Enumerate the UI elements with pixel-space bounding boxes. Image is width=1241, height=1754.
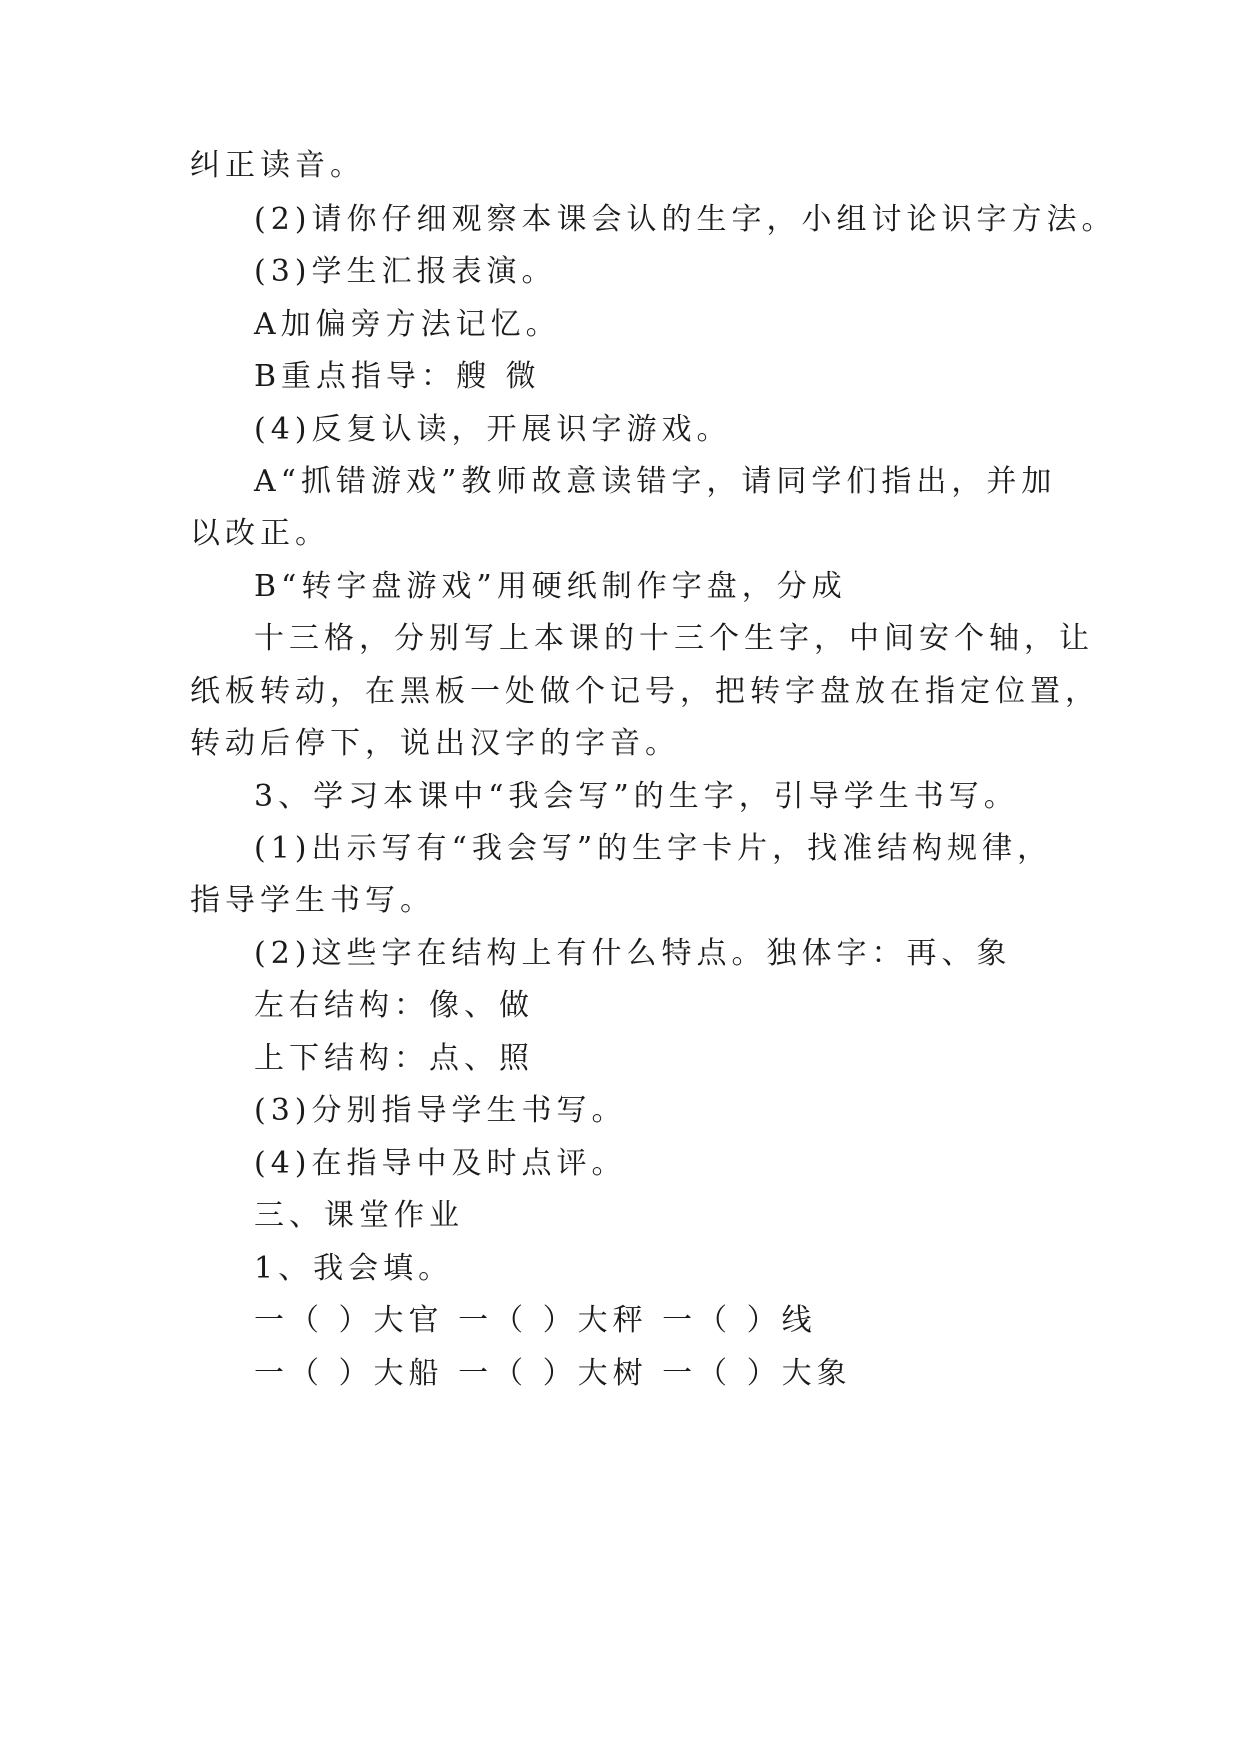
text-line-6: (4)反复认读，开展识字游戏。 <box>254 412 732 447</box>
text-line-11: 纸板转动，在黑板一处做个记号，把转字盘放在指定位置， <box>190 674 1100 709</box>
text-line-10: 十三格，分别写上本课的十三个生字，中间安个轴，让 <box>254 621 1094 656</box>
text-line-15: 指导学生书写。 <box>190 883 435 918</box>
text-line-22: 1、我会填。 <box>254 1251 454 1286</box>
text-line-18: 上下结构：点、照 <box>254 1041 534 1076</box>
text-line-23: 一（ ）大官 一（ ）大秤 一（ ）线 <box>254 1303 817 1338</box>
text-line-2: (2)请你仔细观察本课会认的生字，小组讨论识字方法。 <box>254 202 1117 237</box>
text-line-13: 3、学习本课中“我会写”的生字，引导学生书写。 <box>254 779 1019 814</box>
text-line-24: 一（ ）大船 一（ ）大树 一（ ）大象 <box>254 1356 852 1391</box>
text-line-1: 纠正读音。 <box>190 148 365 183</box>
text-line-8: 以改正。 <box>190 516 330 551</box>
text-line-19: (3)分别指导学生书写。 <box>254 1093 627 1128</box>
text-line-4: A加偏旁方法记忆。 <box>254 307 561 342</box>
text-line-7: A“抓错游戏”教师故意读错字，请同学们指出，并加 <box>254 464 1057 499</box>
text-line-5: B重点指导：艘 微 <box>254 359 541 394</box>
text-line-9: B“转字盘游戏”用硬纸制作字盘，分成 <box>254 569 847 604</box>
text-line-12: 转动后停下，说出汉字的字音。 <box>190 726 680 761</box>
text-line-3: (3)学生汇报表演。 <box>254 254 557 289</box>
text-line-16: (2)这些字在结构上有什么特点。独体字：再、象 <box>254 936 1012 971</box>
text-line-14: (1)出示写有“我会写”的生字卡片，找准结构规律， <box>254 831 1053 866</box>
text-line-20: (4)在指导中及时点评。 <box>254 1146 627 1181</box>
text-line-21: 三、课堂作业 <box>254 1198 464 1233</box>
text-line-17: 左右结构：像、做 <box>254 988 534 1023</box>
